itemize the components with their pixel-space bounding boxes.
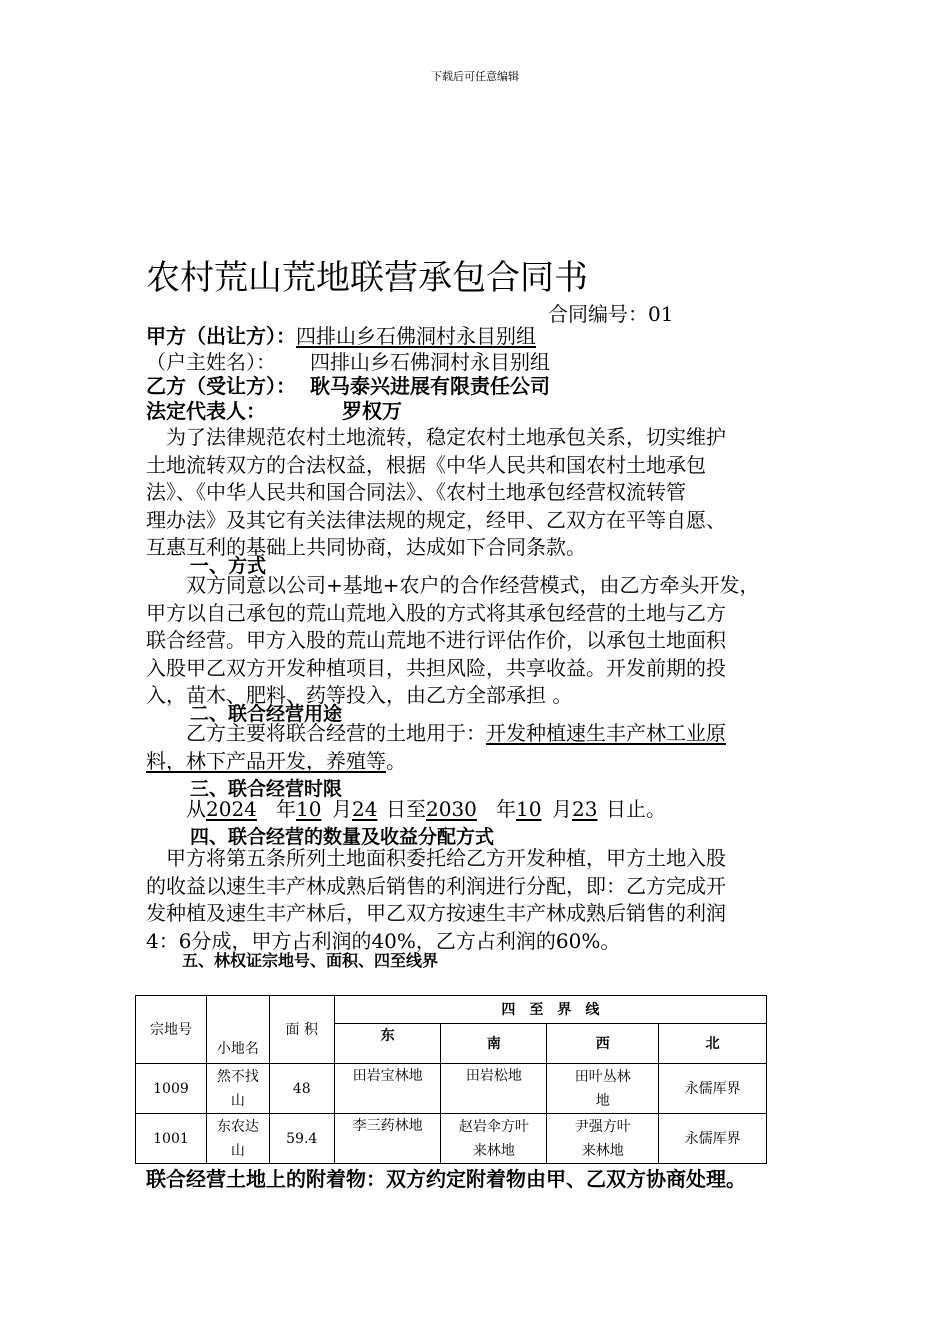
header-east: 东	[334, 1024, 441, 1064]
representative-line	[146, 398, 402, 424]
cell-east: 田岩宝林地	[334, 1064, 441, 1114]
end-day: 23	[572, 797, 598, 821]
party-b-line	[146, 373, 550, 399]
section-4-line: 甲方将第五条所列土地面积委托给乙方开发种植，甲方土地入股	[146, 846, 726, 870]
usage-suffix: 。	[386, 748, 406, 773]
term-from: 从	[146, 797, 206, 821]
cell-south: 赵岩伞方叶来林地	[441, 1114, 547, 1164]
usage-text-1: 开发种植速生丰产林工业原	[486, 721, 726, 745]
party-a-line	[146, 323, 536, 349]
document-title: 农村荒山荒地联营承包合同书	[146, 258, 588, 298]
cell-north: 永儒厍界	[659, 1064, 767, 1114]
cell-parcel: 1009	[136, 1064, 207, 1114]
section-4-line: 4：6分成，甲方占利润的40%，乙方占利润的60%。	[146, 928, 621, 953]
table-row	[136, 1064, 767, 1114]
section-1-line: 联合经营。甲方入股的荒山荒地不进行评估作价，以承包土地面积	[146, 628, 726, 653]
intro-line: 互惠互利的基础上共同协商，达成如下合同条款。	[146, 535, 586, 560]
party-a-name: 四排山乡石佛洞村永目别组	[296, 324, 536, 348]
section-1-line: 甲方以自己承包的荒山荒地入股的方式将其承包经营的土地与乙方	[146, 600, 726, 625]
usage-text-2: 料，林下产品开发，养殖等	[146, 748, 386, 773]
section-3-body	[146, 796, 806, 824]
section-1-line: 入，苗木、肥料、药等投入，由乙方全部承担 。	[146, 683, 573, 708]
end-month: 10	[516, 797, 542, 821]
representative-name: 罗权万	[342, 399, 402, 423]
section-1-line: 入股甲乙双方开发种植项目，共担风险，共享收益。开发前期的投	[146, 655, 726, 680]
header-area: 面 积	[269, 996, 334, 1064]
term-year-label: 年	[276, 797, 296, 821]
section-1-line: 双方同意以公司+基地+农户的合作经营模式，由乙方牵头开发，	[146, 573, 760, 597]
section-1-title: 一、方式	[190, 555, 267, 577]
term-end-label: 日止。	[606, 797, 666, 821]
header-parcel: 宗地号	[136, 996, 207, 1064]
term-month-label: 月	[552, 797, 572, 821]
start-month: 10	[296, 797, 322, 821]
land-parcel-table	[135, 995, 767, 1164]
term-month-label: 月	[332, 797, 352, 821]
term-line	[146, 796, 806, 824]
table-row	[136, 1114, 767, 1164]
intro-line: 土地流转双方的合法权益，根据《中华人民共和国农村土地承包	[146, 452, 706, 477]
header-place-name: 小地名	[206, 996, 269, 1064]
section-3-title: 三、联合经营时限	[190, 778, 343, 800]
term-year-label: 年	[496, 797, 516, 821]
intro-line: 为了法律规范农村土地流转，稳定农村土地承包关系，切实维护	[146, 425, 726, 449]
cell-south: 田岩松地	[441, 1064, 547, 1114]
cell-north: 永儒厍界	[659, 1114, 767, 1164]
cell-area: 48	[269, 1064, 334, 1114]
section-5-title: 五、林权证宗地号、面积、四至线界	[182, 951, 439, 970]
household-label: （户主姓名）：	[146, 350, 276, 374]
usage-prefix: 乙方主要将联合经营的土地用于：	[146, 721, 486, 745]
header-south: 南	[441, 1024, 547, 1064]
term-to-label: 日至	[386, 797, 426, 821]
cell-west: 田叶丛林地	[547, 1064, 659, 1114]
intro-line: 法》、《中华人民共和国合同法》、《农村土地承包经营权流转管	[146, 480, 686, 505]
section-2-line	[146, 748, 806, 776]
household-name: 四排山乡石佛洞村永目别组	[310, 350, 550, 374]
representative-label: 法定代表人：	[146, 399, 266, 423]
attachments-clause: 联合经营土地上的附着物：双方约定附着物由甲、乙双方协商处理。	[146, 1167, 746, 1191]
intro-line: 理办法》及其它有关法律法规的规定，经甲、乙双方在平等自愿、	[146, 507, 726, 532]
cell-parcel: 1001	[136, 1114, 207, 1164]
start-year: 2024	[206, 797, 257, 821]
cell-east: 李三药林地	[334, 1114, 441, 1164]
header-note: 下载后可任意编辑	[431, 70, 519, 83]
contract-number: 合同编号：01	[548, 302, 674, 326]
party-a-label: 甲方（出让方）：	[146, 324, 296, 348]
section-1-body	[146, 572, 806, 710]
section-4-line: 的收益以速生丰产林成熟后销售的利润进行分配，即：乙方完成开	[146, 873, 726, 898]
section-2-title: 二、联合经营用途	[190, 703, 343, 725]
section-2-line	[146, 720, 806, 748]
header-boundary: 四 至 界 线	[334, 996, 766, 1024]
header-north: 北	[659, 1024, 767, 1064]
intro-paragraph	[146, 424, 806, 562]
cell-place-name: 东农达山	[206, 1114, 269, 1164]
cell-area: 59.4	[269, 1114, 334, 1164]
section-2-body	[146, 720, 806, 775]
section-4-title: 四、联合经营的数量及收益分配方式	[190, 826, 495, 848]
cell-place-name: 然不找山	[206, 1064, 269, 1114]
party-b-label: 乙方（受让方）：	[146, 374, 296, 398]
start-day: 24	[352, 797, 378, 821]
header-west: 西	[547, 1024, 659, 1064]
cell-west: 尹强方叶来林地	[547, 1114, 659, 1164]
section-4-body	[146, 845, 806, 955]
household-line	[146, 349, 550, 375]
end-year: 2030	[426, 797, 477, 821]
section-4-line: 发种植及速生丰产林后，甲乙双方按速生丰产林成熟后销售的利润	[146, 901, 726, 926]
party-b-name: 耿马泰兴进展有限责任公司	[310, 374, 550, 398]
